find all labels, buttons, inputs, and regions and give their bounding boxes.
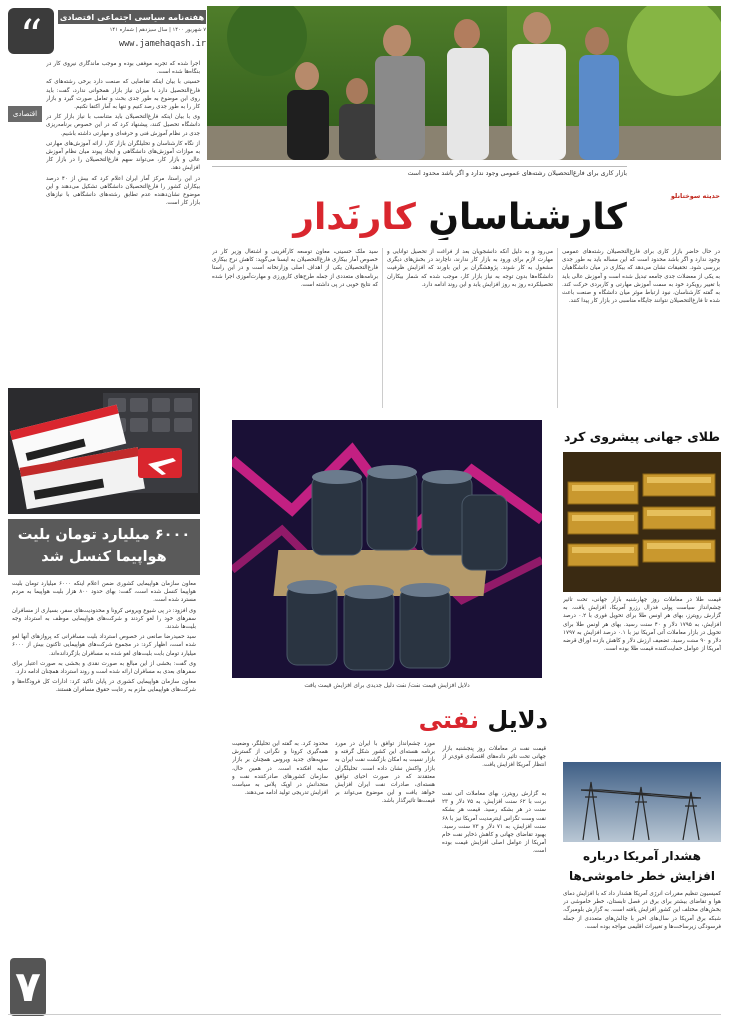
masthead [8,8,206,58]
power-pylons-photo [563,762,721,842]
us-headline: هشدار آمریکا درباره افزایش خطر خاموشی‌ها [568,849,716,883]
headline-part1: کارشناسانِ [428,197,627,238]
paragraph: سید حمیدرضا صانعی در خصوص استرداد بلیت مسافرانی که پروازهای آنها لغو شده است، اظهار کرد: در مجموع شرکت‌های هواپیمایی تاکنون بیش از ۶۰۰۰ میلیارد تومان بابت بلیت‌های لغو شده به مسافران بازگردانده‌اند. [12,634,196,657]
gold-bars-photo-image [563,452,721,592]
section-label: اقتصادی [8,106,42,122]
quote-icon: “ [8,8,54,54]
oil-article-lead: قیمت نفت در معاملات روز پنجشنبه بازار جهانی تحت تاثیر داده‌های اقتصادی قوی‌تر از انتظار آمریکا افزایش یافت. [442,746,546,769]
gold-bars-photo [563,452,721,592]
oil-article-col3: محدود کرد. به گفته این تحلیلگر، وضعیت همه‌گیری کرونا و نگرانی از گسترش سویه‌های جدید ویروس همچنان بر بازار سایه افکنده است. در همین حال، سازمان کشورهای صادرکننده نفت و متحدانش در اوپک پلاس به سیاست افزایش تدریجی تولید ادامه می‌دهند. [232,741,328,797]
page-number: ۷ [10,958,46,1016]
tickets-photo-image [8,388,200,514]
ticket-headline: ۶۰۰۰ میلیارد تومان بلیت هواپیما کنسل شد [17,527,191,565]
left-column [8,60,200,385]
main-headline [280,196,640,240]
ticket-article-body [12,580,196,998]
left-column-text [46,60,200,385]
photo-caption: بازار کاری برای فارغ‌التحصیلان رشته‌های عمومی وجود ندارد و اگر باشد محدود است [212,166,627,180]
paragraph: وی با بیان اینکه فارغ‌التحصیلان باید متناسب با نیاز بازار کار در دانشگاه تحصیل کنند، پیشنهاد کرد که در این خصوص برنامه‌ریزی جدی در نظام آموزش فنی و حرفه‌ای و مهارتی داشته باشیم. [46,114,200,137]
oil-article-col2: مورد چشم‌انداز توافق با ایران در مورد برنامه هسته‌ای این کشور شکل گرفته و بازار نسبت به امکان بازگشت نفت ایران به بازار واکنش نشان داده است. تحلیلگران معتقدند که در صورت احیای توافق هسته‌ای، صادرات نفت ایران افزایش خواهد یافت و این موضوع می‌تواند بر قیمت‌ها تاثیرگذار باشد. [335,741,435,805]
oil-barrels-photo [232,420,542,678]
oil-article-col1: به گزارش رویترز، بهای معاملات آتی نفت برنت با ۶۲ سنت افزایش، به ۷۵ دلار و ۲۳ سنت در هر بشکه رسید. قیمت هر بشکه نفت وست تگزاس اینترمدیت آمریکا نیز با ۶۸ سنت افزایش، به ۷۱ دلار و ۷۳ سنت رسید. بهبود تقاضای جهانی و کاهش ذخایر نفت خام آمریکا از عوامل اصلی افزایش قیمت بوده است. [442,791,546,855]
gold-article-body: قیمت طلا در معاملات روز چهارشنبه بازار جهانی، تحت تاثیر چشم‌انداز سیاست پولی فدرال رزرو آمریکا، افزایش یافت. به گزارش رویترز، بهای هر اونس طلا برای تحویل فوری با ۰.۲ درصد افزایش، به ۱۷۹۵ دلار و ۴۰ سنت رسید. بهای هر اونس طلا برای تحویل در بازار معاملات آتی آمریکا نیز با ۰.۱ درصد افزایش به ۱۷۹۷ دلار و ۹۰ سنت رسید. تضعیف ارزش دلار و کاهش بازده اوراق قرضه آمریکا از عوامل حمایت‌کننده قیمت طلا بوده است. [563,597,721,653]
power-pylons-photo-image [563,762,721,842]
paragraph: از نگاه کارشناسان و تحلیلگران بازار کار، ارائه آموزش‌های مهارتی به موازات آموزش‌های دانشگاهی و ایجاد پیوند میان نظام آموزش عالی و بازار کار، می‌تواند سهم فارغ‌التحصیلان را در بازار کار افزایش دهد. [46,140,200,172]
students-photo-image [207,6,721,160]
paragraph: معاون سازمان هواپیمایی کشوری ضمن اعلام اینکه ۶۰۰۰ میلیارد تومان بلیت هواپیما کنسل شده است، گفت: بهای حدود ۸۰۰ هزار بلیت هواپیما به مردم مسترد شده است. [12,581,196,604]
oil-photo-caption: دلایل افزایش قیمت نفت/ نفت دلیل جدیدی برای افزایش قیمت یافت [304,683,470,689]
main-article-col2: می‌رود و به دلیل آنکه دانشجویان بعد از فراغت از تحصیل توانایی و مهارت لازم برای ورود به بازار کار ندارند، ناچارند در بخش‌های دیگری مشغول به کار شوند. پژوهشگران بر این باورند که افزایش ظرفیت دانشگاه‌ها بدون توجه به نیاز بازار کار، موجب شده که شمار بیکاران تحصیلکرده روز به روز افزایش یابد و این روند ادامه دارد. [387,249,553,288]
oil-headline-part1: دلایل [487,706,548,734]
students-photo [207,6,721,160]
paragraph: اجرا شده که تجربه موفقی بوده و موجب ماندگاری نیروی کار در بنگاه‌ها شده است. [46,61,200,76]
paragraph: در این راستا، مرکز آمار ایران اعلام کرد که بیش از ۴۰ درصد بیکاران کشور را فارغ‌التحصیلان دانشگاهی تشکیل می‌دهند و این موضوع نشان‌دهنده عدم تطابق رشته‌های دانشگاهی با نیازهای بازار کار است. [46,175,200,207]
column-divider [557,248,558,408]
footer-divider [8,1014,721,1015]
main-article-col3: سید ملک حسینی، معاون توسعه کارآفرینی و اشتغال وزیر کار در خصوص آمار بیکاری فارغ‌التحصیلان به ایسنا می‌گوید: کاهش نرخ بیکاری فارغ‌التحصیلان یکی از اهداف اصلی وزارتخانه است و در این راستا برنامه‌های متعددی از جمله طرح‌های کارورزی و مهارت‌آموزی اجرا شده که نتایج خوبی در پی داشته است. [212,249,378,288]
paragraph: وی افزود: در پی شیوع ویروس کرونا و محدودیت‌های سفر، بسیاری از مسافران سفرهای خود را لغو کردند و شرکت‌های هواپیمایی موظف به استرداد وجه بلیت‌ها شدند. [12,607,196,631]
tickets-photo [8,388,200,514]
paragraph: وی گفت: بخشی از این مبالغ به صورت نقدی و بخشی به صورت اعتبار برای سفرهای بعدی به مسافران ارائه شده است و روند استرداد همچنان ادامه دارد. [12,660,196,676]
issue-info: ۷ شهریور ۱۴۰۰ | سال سیزدهم | شماره ۱۴۱ [109,27,206,33]
paragraph: معاون سازمان هواپیمایی کشوری در پایان تاکید کرد: ادارات کل فرودگاه‌ها و شرکت‌های هواپیمایی ملزم به رعایت حقوق مسافران هستند. [12,679,196,694]
main-article-col1: در حال حاضر بازار کاری برای فارغ‌التحصیلان رشته‌های عمومی وجود ندارد و اگر باشد محدود است که این مساله باید به طور جدی بررسی شود. تحقیقات نشان می‌دهد که بیکاری در میان دانشگاهیان به یکی از معضلات جدی جامعه تبدیل شده است و آموزش عالی باید با تغییر رویکرد خود به سمت آموزش مهارتی و کاربردی حرکت کند. به گفته کارشناسان، نبود ارتباط موثر میان دانشگاه و صنعت باعث شده تا فارغ‌التحصیلان نتوانند جایگاه مناسبی در بازار کار پیدا کنند. [562,249,720,305]
publication-name: هفته‌نامه سیاسی اجتماعی اقتصادی [59,12,205,22]
us-article-body: کمیسیون تنظیم مقررات انرژی آمریکا هشدار داد که با افزایش دمای هوا و تقاضای بیشتر برای برق در فصل تابستان، خطر خاموشی در بخش‌های مختلف این کشور افزایش یافته است. به گزارش بلومبرگ، شبکه برق آمریکا در سال‌های اخیر با چالش‌های متعددی از جمله فرسودگی زیرساخت‌ها و تغییرات اقلیمی مواجه بوده است. [563,891,721,930]
column-divider [382,248,383,408]
website-link[interactable]: www.jamehaqash.ir [119,39,206,49]
paragraph: حسینی با بیان اینکه تقاضایی که صنعت دارد برخی رشته‌های که فارغ‌التحصیل دارد با میزان نیاز بازار همخوانی ندارد، گفت: باید روی این موضوع به طور جدی بحث و تعامل صورت گیرد و بازار کار را به طور جدی رصد کنیم و تنها به آمار اکتفا نکنیم. [46,79,200,111]
gold-headline: طلای جهانی پیشروی کرد [563,429,720,444]
oil-headline [338,700,548,740]
oil-headline-part2: نفتی [418,706,480,734]
byline: حدیثه سوختانلو [670,192,720,200]
oil-barrels-photo-image [232,420,542,678]
headline-part2: کارنَدار [293,197,416,238]
